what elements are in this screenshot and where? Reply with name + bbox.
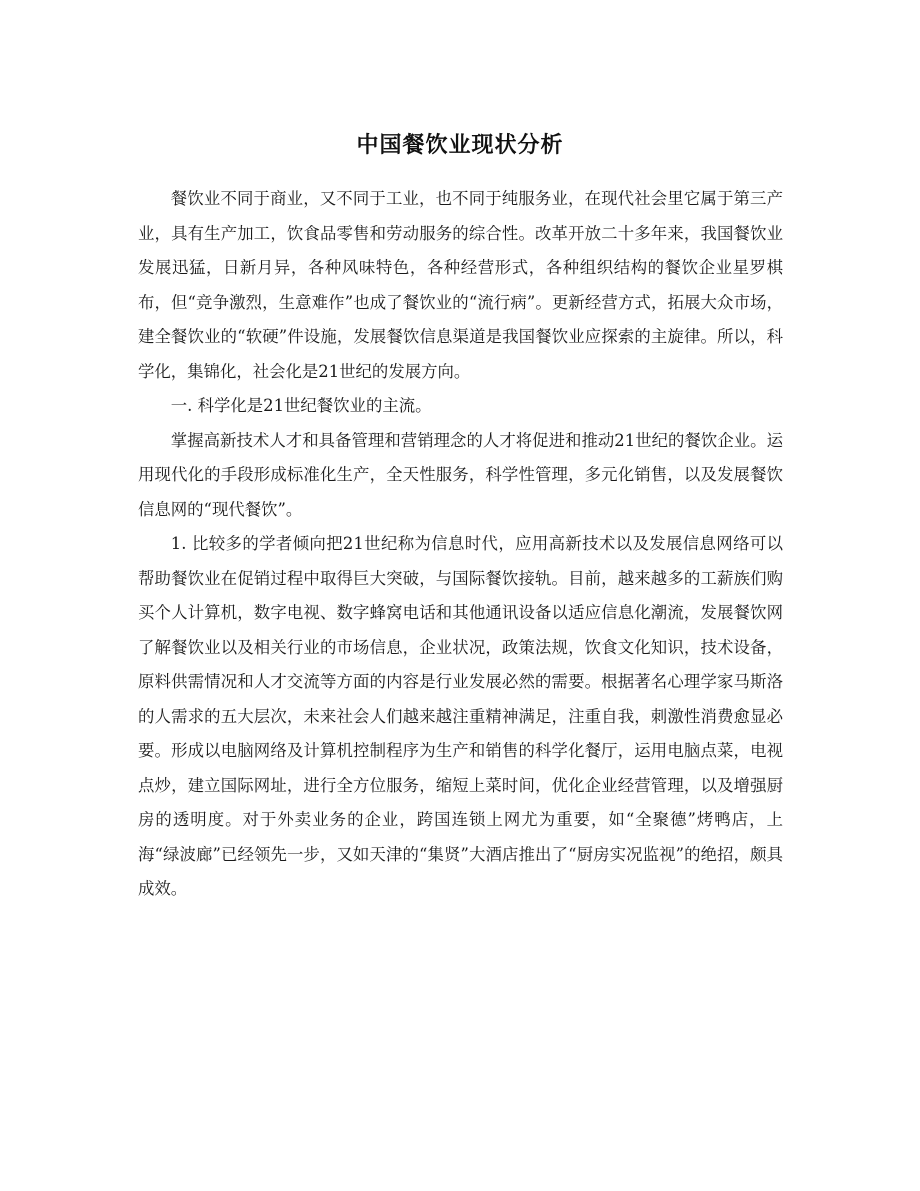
paragraph-point-1: 1. 比较多的学者倾向把21世纪称为信息时代，应用高新技术以及发展信息网络可以帮助餐饮业在促销过程中取得巨大突破，与国际餐饮接轨。目前，越来越多的工薪族们购买个人计算机，数字电视、数字蜂窝电话和其他通讯设备以适应信息化潮流，发展餐饮网了解餐饮业以及相关行业的市场信息，企业状况，政策法规，饮食文化知识，技术设备，原料供需情况和人才交流等方面的内容是行业发展必然的需要。根据著名心理学家马斯洛的人需求的五大层次，未来社会人们越来越注重精神满足，注重自我，刺激性消费愈显必要。形成以电脑网络及计算机控制程序为生产和销售的科学化餐厅，运用电脑点菜，电视点炒，建立国际网址，进行全方位服务，缩短上菜时间，优化企业经营管理，以及增强厨房的透明度。对于外卖业务的企业，跨国连锁上网尤为重要，如“全聚德”烤鸭店，上海“绿波廊”已经领先一步，又如天津的“集贤”大酒店推出了“厨房实况监视”的绝招，颇具成效。 (138, 534, 783, 898)
document-body (138, 182, 783, 907)
document-title: 中国餐饮业现状分析 (356, 132, 564, 158)
section-heading-1: 一. 科学化是21世纪餐饮业的主流。 (170, 396, 432, 415)
paragraph-section-1: 掌握高新技术人才和具备管理和营销理念的人才将促进和推动21世纪的餐饮企业。运用现代化的手段形成标准化生产，全天性服务，科学性管理，多元化销售，以及发展餐饮信息网的“现代餐饮”。 (138, 430, 783, 519)
paragraph-intro: 餐饮业不同于商业，又不同于工业，也不同于纯服务业，在现代社会里它属于第三产业，具有生产加工，饮食品零售和劳动服务的综合性。改革开放二十多年来，我国餐饮业发展迅猛，日新月异，各种风味特色，各种经营形式，各种组织结构的餐饮企业星罗棋布，但“竞争激烈，生意难作”也成了餐饮业的“流行病”。更新经营方式，拓展大众市场，建全餐饮业的“软硬”件设施，发展餐饮信息渠道是我国餐饮业应探索的主旋律。所以，科学化，集锦化，社会化是21世纪的发展方向。 (138, 189, 783, 381)
